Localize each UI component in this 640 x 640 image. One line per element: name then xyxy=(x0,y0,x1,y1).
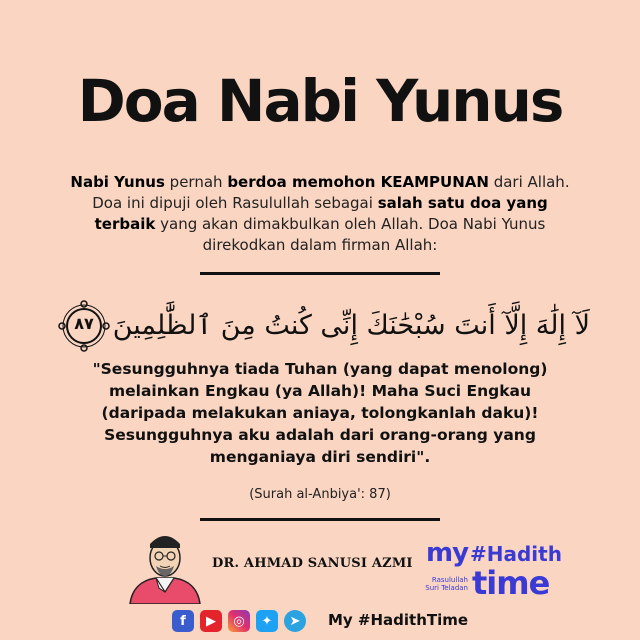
arabic-verse: لَآ إِلَٰهَ إِلَّآ أَنتَ سُبْحَٰنَكَ إِنِّى كُنتُ مِنَ ٱلظَّٰلِمِينَ xyxy=(112,310,590,341)
ayah-number: ٨٧ xyxy=(74,314,94,333)
instagram-icon[interactable]: ◎ xyxy=(228,610,250,632)
youtube-icon[interactable]: ▶ xyxy=(200,610,222,632)
facebook-icon[interactable]: f xyxy=(172,610,194,632)
brand-logo xyxy=(424,536,574,606)
intro-bold-terbaik: salah satu doa yang terbaik xyxy=(94,194,548,233)
social-handle: My #HadithTime xyxy=(328,611,469,629)
brand-tagline: Rasulullah Suri Teladan xyxy=(425,576,468,592)
verse-source: (Surah al-Anbiya': 87) xyxy=(249,487,391,502)
brand-hadith: #Hadith xyxy=(470,542,562,566)
intro-paragraph xyxy=(70,172,570,256)
intro-text: dari Allah. Doa ini dipuji oleh Rasulullah sebagai xyxy=(92,173,570,212)
author-portrait xyxy=(126,522,204,604)
intro-text: yang akan dimakbulkan oleh Allah. Doa Nabi Yunus direkodkan dalam firman Allah: xyxy=(155,215,546,254)
page-title: Doa Nabi Yunus xyxy=(77,67,563,135)
social-links xyxy=(172,609,306,633)
verse-translation: "Sesungguhnya tiada Tuhan (yang dapat menolong) melainkan Engkau (ya Allah)! Maha Suci Engkau (daripada melakukan aniaya, tolongkanlah daku)! Sesungguhnya aku adalah dari orang-orang yang menganiaya diri sendiri". xyxy=(92,360,548,466)
telegram-icon[interactable]: ➤ xyxy=(284,610,306,632)
divider-top xyxy=(200,272,440,275)
intro-text: pernah xyxy=(164,173,228,191)
divider-bottom xyxy=(200,518,440,521)
author-name: DR. AHMAD SANUSI AZMI xyxy=(212,556,413,571)
twitter-icon[interactable]: ✦ xyxy=(256,610,278,632)
intro-bold-berdoa: berdoa memohon KEAMPUNAN xyxy=(227,173,489,191)
intro-bold-nabi: Nabi Yunus xyxy=(70,173,165,191)
arabic-verse-row xyxy=(40,296,600,360)
brand-time: time xyxy=(472,564,550,602)
brand-my: my xyxy=(426,538,469,568)
